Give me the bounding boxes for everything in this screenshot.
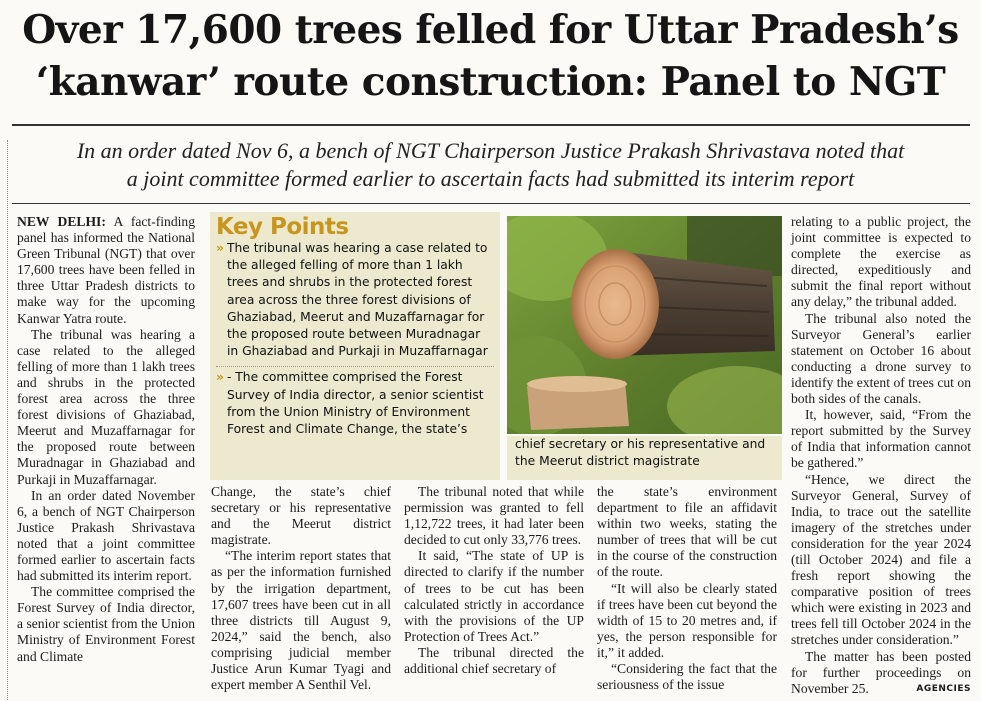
key-point-divider xyxy=(216,366,494,367)
paragraph: The tribunal directed the additional chief secretary of xyxy=(404,644,584,677)
headline xyxy=(0,4,981,108)
key-points-title: Key Points xyxy=(216,214,349,240)
key-points-box xyxy=(210,212,500,480)
dateline: NEW DELHI: xyxy=(17,214,106,229)
agency-credit: AGENCIES xyxy=(916,683,971,694)
paragraph: “Considering the fact that the seriousness of the issue xyxy=(597,661,777,693)
key-point-text: The tribunal was hearing a case related to the alleged felling of more than 1 lakh trees and shrubs in the protected forest area across the three forest divisions of Ghaziabad, Meerut and Muzaffarnagar for the proposed route between Muradnagar in Ghaziabad and Purkaji in Muzaffarnagar xyxy=(226,241,488,359)
key-point-text: - The committee comprised the Forest Survey of India director, a senior scientist from the Union Ministry of Environment Forest and Climate Change, the state’s xyxy=(226,370,484,437)
key-points-list xyxy=(210,240,500,438)
paragraph xyxy=(791,649,971,697)
paragraph: The tribunal was hearing a case related to the alleged felling of more than 1 lakh trees and shrubs in the protected forest area across the three forest divisions of Ghaziabad, Meerut and Muzaffarnagar for the proposed route between Muradnagar in Ghaziabad and Purkaji in Muzaffarnagar. xyxy=(17,326,195,487)
paragraph: In an order dated November 6, a bench of NGT Chairperson Justice Prakash Shrivastava noted that a joint committee formed earlier to ascertain facts had submitted its interim report. xyxy=(17,487,195,584)
lead-paragraph xyxy=(17,214,195,327)
key-point-item xyxy=(216,240,494,360)
paragraph: The committee comprised the Forest Survey of India director, a senior scientist from the Union Ministry of Environment Forest and Climate xyxy=(17,584,195,664)
key-point-item xyxy=(216,369,494,438)
chevron-bullet-icon: » xyxy=(216,241,224,255)
chevron-bullet-icon: » xyxy=(216,370,224,385)
headline-line-2: ‘kanwar’ route construction: Panel to NGT xyxy=(35,59,946,105)
closing-text: The matter has been posted for further proceedings on November 25. xyxy=(791,648,971,696)
paragraph: It said, “The state of UP is directed to clarify if the number of trees to be cut has been calculated strictly in accordance with the provisions of the UP Protection of Trees Act.” xyxy=(404,548,584,644)
lead-text: A fact-finding panel has informed the National Green Tribunal (NGT) that over 17,600 trees have been felled in three Uttar Pradesh districts to make way for the upcoming Kanwar Yatra route. xyxy=(17,214,195,326)
standfirst-line-2: a joint committee formed earlier to ascertain facts had submitted its interim report xyxy=(126,166,855,191)
standfirst-line-1: In an order dated Nov 6, a bench of NGT Chairperson Justice Prakash Shrivastava noted that xyxy=(76,138,905,163)
photo-caption: chief secretary or his representative and the Meerut district magistrate xyxy=(507,436,782,480)
standfirst xyxy=(0,137,981,193)
dek-rule xyxy=(12,203,970,204)
article-column-2 xyxy=(211,484,391,693)
article-column-5 xyxy=(791,214,971,697)
paragraph: “Hence, we direct the Surveyor General, Survey of India, to trace out the satellite imagery of the stretches under consideration for the year 2024 (till October 2024) and file a fresh report showing the comparative position of trees which were existing in 2023 and trees fell till October 2024 in the stretches under consideration.” xyxy=(791,471,971,648)
article-column-4 xyxy=(597,484,777,693)
paragraph: It, however, said, “From the report submitted by the Survey of India that information cannot be gathered.” xyxy=(791,407,971,471)
headline-line-1: Over 17,600 trees felled for Uttar Pradesh’s xyxy=(22,7,959,53)
paragraph: relating to a public project, the joint committee is expected to complete the exercise as directed, expeditiously and submit the final report without any delay,” the tribunal added. xyxy=(791,214,971,310)
article-column-1 xyxy=(17,214,195,665)
page-edge-fold xyxy=(0,140,8,700)
paragraph: The tribunal also noted the Surveyor General’s earlier statement on October 16 about conducting a drone survey to identify the extent of trees cut on both sides of the canals. xyxy=(791,310,971,407)
felled-tree-photo xyxy=(507,216,782,434)
paragraph: “It will also be clearly stated if trees have been cut beyond the width of 15 to 20 metres and, if yes, the person responsible for it,” it added. xyxy=(597,580,777,660)
paragraph: the state’s environment department to file an affidavit within two weeks, stating the number of trees that will be cut in the course of the construction of the route. xyxy=(597,484,777,580)
felled-tree-illustration xyxy=(507,216,782,434)
article-column-3 xyxy=(404,484,584,677)
paragraph: Change, the state’s chief secretary or his representative and the Meerut district magistrate. xyxy=(211,484,391,548)
headline-rule xyxy=(12,124,970,126)
paragraph: “The interim report states that as per the information furnished by the irrigation department, 17,607 trees have been cut in all three districts till August 9, 2024,” said the bench, also comprising judicial member Justice Arun Kumar Tyagi and expert member A Senthil Vel. xyxy=(211,548,391,693)
paragraph: The tribunal noted that while permission was granted to fell 1,12,722 trees, it had later been decided to cut only 33,776 trees. xyxy=(404,484,584,548)
